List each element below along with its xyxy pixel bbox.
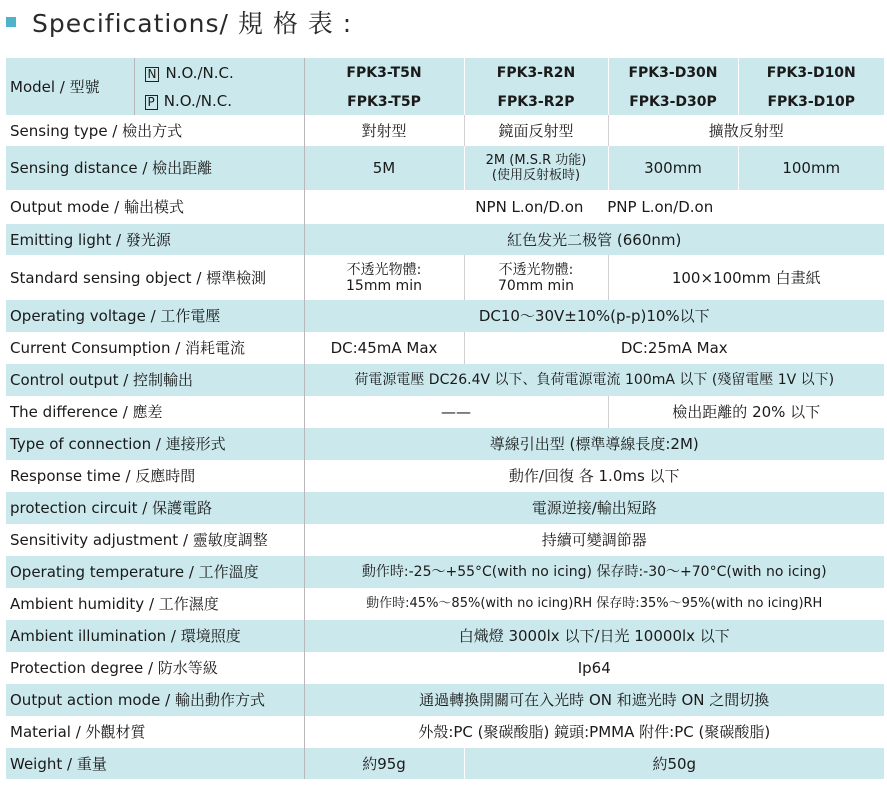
illumination-value: 白熾燈 3000lx 以下/日光 10000lx 以下 [304, 620, 884, 652]
model-npn-1: FPK3-T5N [304, 58, 464, 88]
row-protection-degree [6, 652, 884, 684]
connection-label: Type of connection / 連接形式 [6, 428, 304, 460]
response-label: Response time / 反應時間 [6, 460, 304, 492]
specifications-table [6, 58, 884, 779]
row-sensitivity [6, 524, 884, 556]
row-control-output [6, 364, 884, 396]
row-op-temp [6, 556, 884, 588]
protection-value: 電源逆接/輸出短路 [304, 492, 884, 524]
npn-type: N.O./N.C. [165, 63, 234, 82]
sensing-distance-label: Sensing distance / 檢出距離 [6, 146, 304, 190]
control-output-value: 荷電源電壓 DC26.4V 以下、負荷電源電流 100mA 以下 (殘留電壓 1V 以下) [304, 364, 884, 396]
npn-prefix-badge: N [145, 67, 160, 82]
response-value: 動作/回復 各 1.0ms 以下 [508, 467, 680, 485]
sensitivity-value: 持續可變調節器 [541, 531, 647, 549]
material-label: Material / 外觀材質 [6, 716, 304, 748]
standard-object-c1-line2: 15mm min [346, 277, 422, 294]
control-output-label: Control output / 控制輸出 [6, 364, 304, 396]
model-pnp-1: FPK3-T5P [304, 88, 464, 115]
emitting-light-value: 紅色发光二极管 (660nm) [304, 224, 884, 255]
row-sensing-distance [6, 146, 884, 190]
protection-degree-value: Ip64 [577, 659, 611, 677]
sensing-distance-c2-line2: (使用反射板時) [491, 168, 581, 183]
row-response [6, 460, 884, 492]
connection-value: 導線引出型 (標準導線長度:2M) [304, 428, 884, 460]
row-operating-voltage [6, 300, 884, 332]
row-output-mode [6, 190, 884, 224]
row-weight [6, 748, 884, 779]
sensing-distance-c4: 100mm [738, 146, 884, 190]
action-mode-label: Output action mode / 輸出動作方式 [6, 684, 304, 716]
row-protection [6, 492, 884, 524]
standard-object-c2 [464, 255, 608, 300]
standard-object-c3: 100×100mm 白畫紙 [608, 255, 884, 300]
illumination-label: Ambient illumination / 環境照度 [6, 620, 304, 652]
emitting-light-label: Emitting light / 發光源 [6, 224, 304, 255]
humidity-label: Ambient humidity / 工作濕度 [6, 588, 304, 620]
current-c1: DC:45mA Max [330, 339, 438, 357]
action-mode-value: 通過轉換開關可在入光時 ON 和遮光時 ON 之間切換 [304, 684, 884, 716]
model-npn-2: FPK3-R2N [464, 58, 608, 88]
weight-c2: 約50g [464, 748, 884, 779]
sensitivity-label: Sensitivity adjustment / 靈敏度調整 [6, 524, 304, 556]
row-standard-object [6, 255, 884, 300]
weight-label: Weight / 重量 [6, 748, 304, 779]
op-temp-value: 動作時:-25～+55°C(with no icing) 保存時:-30～+70°C(with no icing) [304, 556, 884, 588]
standard-object-c1 [304, 255, 464, 300]
model-row-pnp [6, 88, 884, 115]
row-action-mode [6, 684, 884, 716]
model-row-npn [6, 58, 884, 88]
row-illumination [6, 620, 884, 652]
npn-type-cell [134, 58, 304, 88]
protection-degree-label: Protection degree / 防水等級 [6, 652, 304, 684]
standard-object-c2-line1: 不透光物體: [498, 261, 574, 278]
standard-object-c1-line1: 不透光物體: [346, 261, 422, 278]
row-current [6, 332, 884, 364]
sensing-type-c3: 擴散反射型 [608, 115, 884, 146]
row-material [6, 716, 884, 748]
heading-bullet-icon [6, 17, 16, 27]
row-connection [6, 428, 884, 460]
sensing-type-label: Sensing type / 檢出方式 [6, 115, 304, 146]
model-pnp-3: FPK3-D30P [608, 88, 738, 115]
operating-voltage-label: Operating voltage / 工作電壓 [6, 300, 304, 332]
sensing-distance-c1: 5M [304, 146, 464, 190]
pnp-type-cell [134, 88, 304, 115]
difference-c1: —— [441, 403, 471, 421]
model-pnp-2: FPK3-R2P [464, 88, 608, 115]
sensing-distance-c2-line1: 2M (M.S.R 功能) [485, 153, 587, 168]
operating-voltage-value: DC10～30V±10%(p-p)10%以下 [304, 300, 884, 332]
row-humidity [6, 588, 884, 620]
standard-object-c2-line2: 70mm min [498, 277, 574, 294]
sensing-distance-c2 [464, 146, 608, 190]
model-npn-3: FPK3-D30N [608, 58, 738, 88]
row-sensing-type [6, 115, 884, 146]
output-mode-value: NPN L.on/D.on PNP L.on/D.on [475, 198, 714, 216]
protection-label: protection circuit / 保護電路 [6, 492, 304, 524]
standard-object-label: Standard sensing object / 標準檢測 [6, 255, 304, 300]
op-temp-label: Operating temperature / 工作溫度 [6, 556, 304, 588]
output-mode-label: Output mode / 輸出模式 [6, 190, 304, 224]
model-label: Model / 型號 [6, 58, 134, 115]
current-c2: DC:25mA Max [464, 332, 884, 364]
section-heading [6, 4, 352, 40]
sensing-type-c2: 鏡面反射型 [464, 115, 608, 146]
sensing-type-c1: 對射型 [361, 121, 407, 140]
sensing-distance-c3: 300mm [608, 146, 738, 190]
model-pnp-4: FPK3-D10P [738, 88, 884, 115]
row-difference [6, 396, 884, 428]
difference-c2: 檢出距離的 20% 以下 [608, 396, 884, 428]
heading-title: Specifications/ 規 格 表 : [32, 9, 353, 38]
material-value: 外殼:PC (聚碳酸脂) 鏡頭:PMMA 附件:PC (聚碳酸脂) [418, 723, 771, 741]
humidity-value: 動作時:45%～85%(with no icing)RH 保存時:35%～95%(with no icing)RH [366, 596, 823, 611]
pnp-prefix-badge: P [145, 95, 158, 110]
current-label: Current Consumption / 消耗電流 [6, 332, 304, 364]
difference-label: The difference / 應差 [6, 396, 304, 428]
row-emitting-light [6, 224, 884, 255]
pnp-type: N.O./N.C. [163, 92, 232, 110]
weight-c1: 約95g [304, 748, 464, 779]
model-npn-4: FPK3-D10N [738, 58, 884, 88]
